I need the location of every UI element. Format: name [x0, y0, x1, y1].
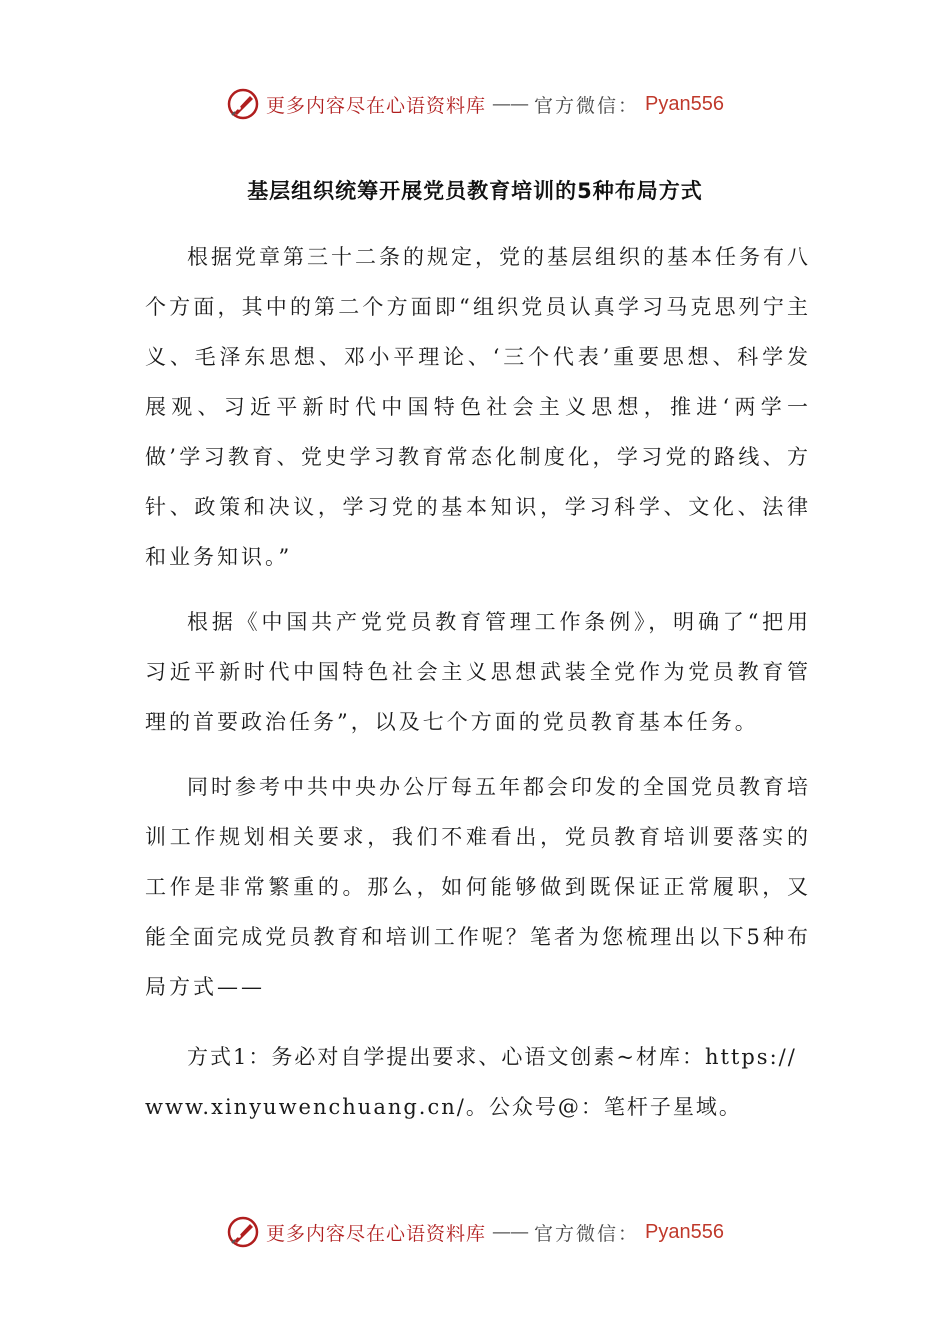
document-title: 基层组织统筹开展党员教育培训的5种布局方式 [247, 179, 703, 203]
watermark-account-label: 官方微信： [534, 1222, 640, 1245]
watermark-account-id: Pyan556 [645, 1220, 724, 1243]
watermark-banner-top [0, 84, 950, 124]
watermark-dash: —— [492, 93, 529, 115]
watermark-dash: —— [492, 1221, 529, 1243]
body-paragraph: 根据党章第三十二条的规定，党的基层组织的基本任务有八个方面，其中的第二个方面即“组织党员认真学习马克思列宁主义、毛泽东思想、邓小平理论、‘三个代表’重要思想、科学发展观、习近平新时代中国特色社会主义思想，推进‘两学一做’学习教育、党史学习教育常态化制度化，学习党的路线、方针、政策和决议，学习党的基本知识，学习科学、文化、法律和业务知识。” [145, 245, 811, 569]
watermark-account-id: Pyan556 [645, 92, 724, 115]
quill-pen-seal-icon [226, 1215, 260, 1249]
watermark-site-text: 更多内容尽在心语资料库 [266, 1222, 487, 1245]
document-body [145, 232, 811, 1153]
quill-pen-seal-icon [226, 87, 260, 121]
watermark-banner-bottom [0, 1212, 950, 1252]
method-1-heading: 方式1：务必对自学提出要求、心语文创素~材库：https://www.xinyuwenchuang.cn/。公众号@：笔杆子星域。 [145, 1045, 797, 1119]
watermark-account-label: 官方微信： [534, 94, 640, 117]
watermark-site-text: 更多内容尽在心语资料库 [266, 94, 487, 117]
body-paragraph: 同时参考中共中央办公厅每五年都会印发的全国党员教育培训工作规划相关要求，我们不难看出，党员教育培训要落实的工作是非常繁重的。那么，如何能够做到既保证正常履职，又能全面完成党员教育和培训工作呢？笔者为您梳理出以下5种布局方式—— [145, 775, 811, 999]
body-paragraph: 根据《中国共产党党员教育管理工作条例》，明确了“把用习近平新时代中国特色社会主义思想武装全党作为党员教育管理的首要政治任务”，以及七个方面的党员教育基本任务。 [145, 610, 811, 734]
